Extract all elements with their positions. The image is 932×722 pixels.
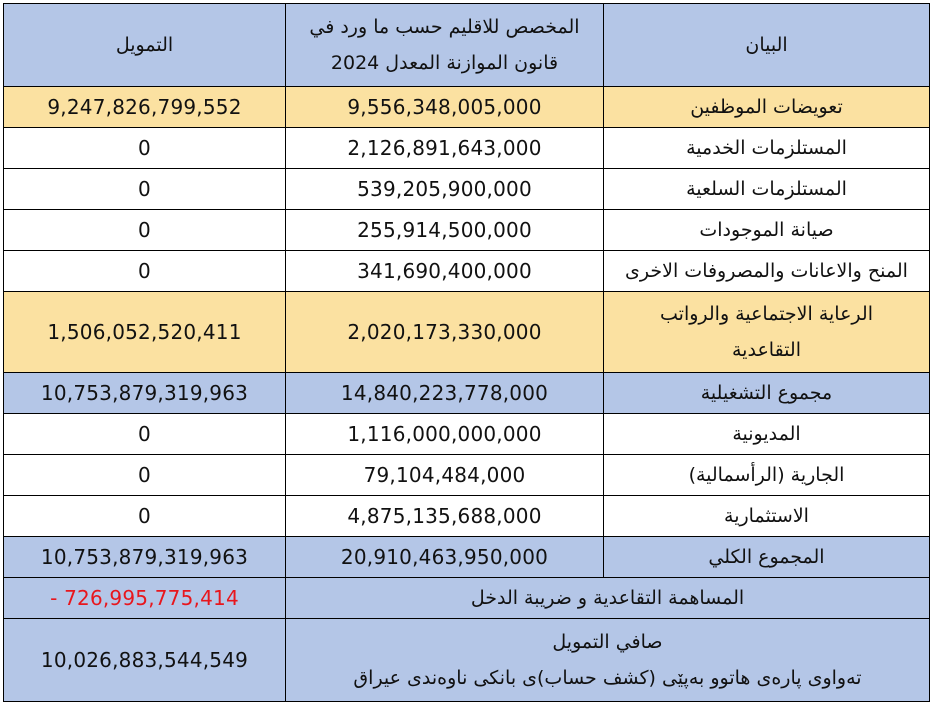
financing-cell: 0 (4, 210, 286, 251)
allocation-cell: 255,914,500,000 (286, 210, 604, 251)
allocation-cell: 1,116,000,000,000 (286, 414, 604, 455)
allocation-cell: 20,910,463,950,000 (286, 537, 604, 578)
financing-cell: 0 (4, 496, 286, 537)
allocation-cell: 341,690,400,000 (286, 251, 604, 292)
allocation-cell: 2,126,891,643,000 (286, 128, 604, 169)
table-row (4, 496, 930, 537)
net-financing-subtitle: تەواوی پارەی هاتوو بەپێی (کشف حساب)ی بانکی ناوەندی عیراق (353, 667, 862, 689)
financing-cell: 9,247,826,799,552 (4, 87, 286, 128)
net-financing-title: صافي التمويل (552, 631, 663, 653)
budget-financing-table (3, 3, 930, 702)
table-row (4, 210, 930, 251)
table-row (4, 169, 930, 210)
statement-line1: الرعاية الاجتماعية والرواتب (660, 303, 873, 325)
financing-cell: 0 (4, 169, 286, 210)
statement-cell: مجموع التشغيلية (604, 373, 930, 414)
statement-line2: التقاعدية (732, 339, 801, 361)
header-allocation (286, 4, 604, 87)
statement-cell: صيانة الموجودات (604, 210, 930, 251)
allocation-cell: 14,840,223,778,000 (286, 373, 604, 414)
financing-cell: 0 (4, 414, 286, 455)
header-statement: البيان (604, 4, 930, 87)
financing-cell: 1,506,052,520,411 (4, 292, 286, 373)
net-financing-label (286, 619, 930, 702)
deduction-value: - 726,995,775,414 (4, 578, 286, 619)
statement-cell: المجموع الكلي (604, 537, 930, 578)
table-row (4, 414, 930, 455)
header-financing: التمويل (4, 4, 286, 87)
total-row (4, 537, 930, 578)
table-row (4, 87, 930, 128)
net-financing-row (4, 619, 930, 702)
deduction-label: المساهمة التقاعدية و ضريبة الدخل (286, 578, 930, 619)
allocation-cell: 9,556,348,005,000 (286, 87, 604, 128)
statement-cell: المستلزمات الخدمية (604, 128, 930, 169)
table-row (4, 251, 930, 292)
allocation-cell: 539,205,900,000 (286, 169, 604, 210)
subtotal-row (4, 373, 930, 414)
allocation-cell: 79,104,484,000 (286, 455, 604, 496)
statement-cell: المديونية (604, 414, 930, 455)
statement-cell: المنح والاعانات والمصروفات الاخرى (604, 251, 930, 292)
statement-cell: تعويضات الموظفين (604, 87, 930, 128)
deduction-row (4, 578, 930, 619)
statement-cell: المستلزمات السلعية (604, 169, 930, 210)
table-row (4, 292, 930, 373)
statement-cell: الجارية (الرأسمالية) (604, 455, 930, 496)
financing-cell: 0 (4, 455, 286, 496)
table-row (4, 128, 930, 169)
financing-cell: 0 (4, 128, 286, 169)
financing-cell: 10,753,879,319,963 (4, 537, 286, 578)
statement-cell (604, 292, 930, 373)
header-row (4, 4, 930, 87)
financing-cell: 10,753,879,319,963 (4, 373, 286, 414)
header-allocation-line1: المخصص للاقليم حسب ما ورد في (309, 16, 580, 38)
table-row (4, 455, 930, 496)
allocation-cell: 4,875,135,688,000 (286, 496, 604, 537)
header-allocation-line2: قانون الموازنة المعدل 2024 (330, 52, 559, 74)
financing-cell: 0 (4, 251, 286, 292)
net-financing-value: 10,026,883,544,549 (4, 619, 286, 702)
statement-cell: الاستثمارية (604, 496, 930, 537)
allocation-cell: 2,020,173,330,000 (286, 292, 604, 373)
